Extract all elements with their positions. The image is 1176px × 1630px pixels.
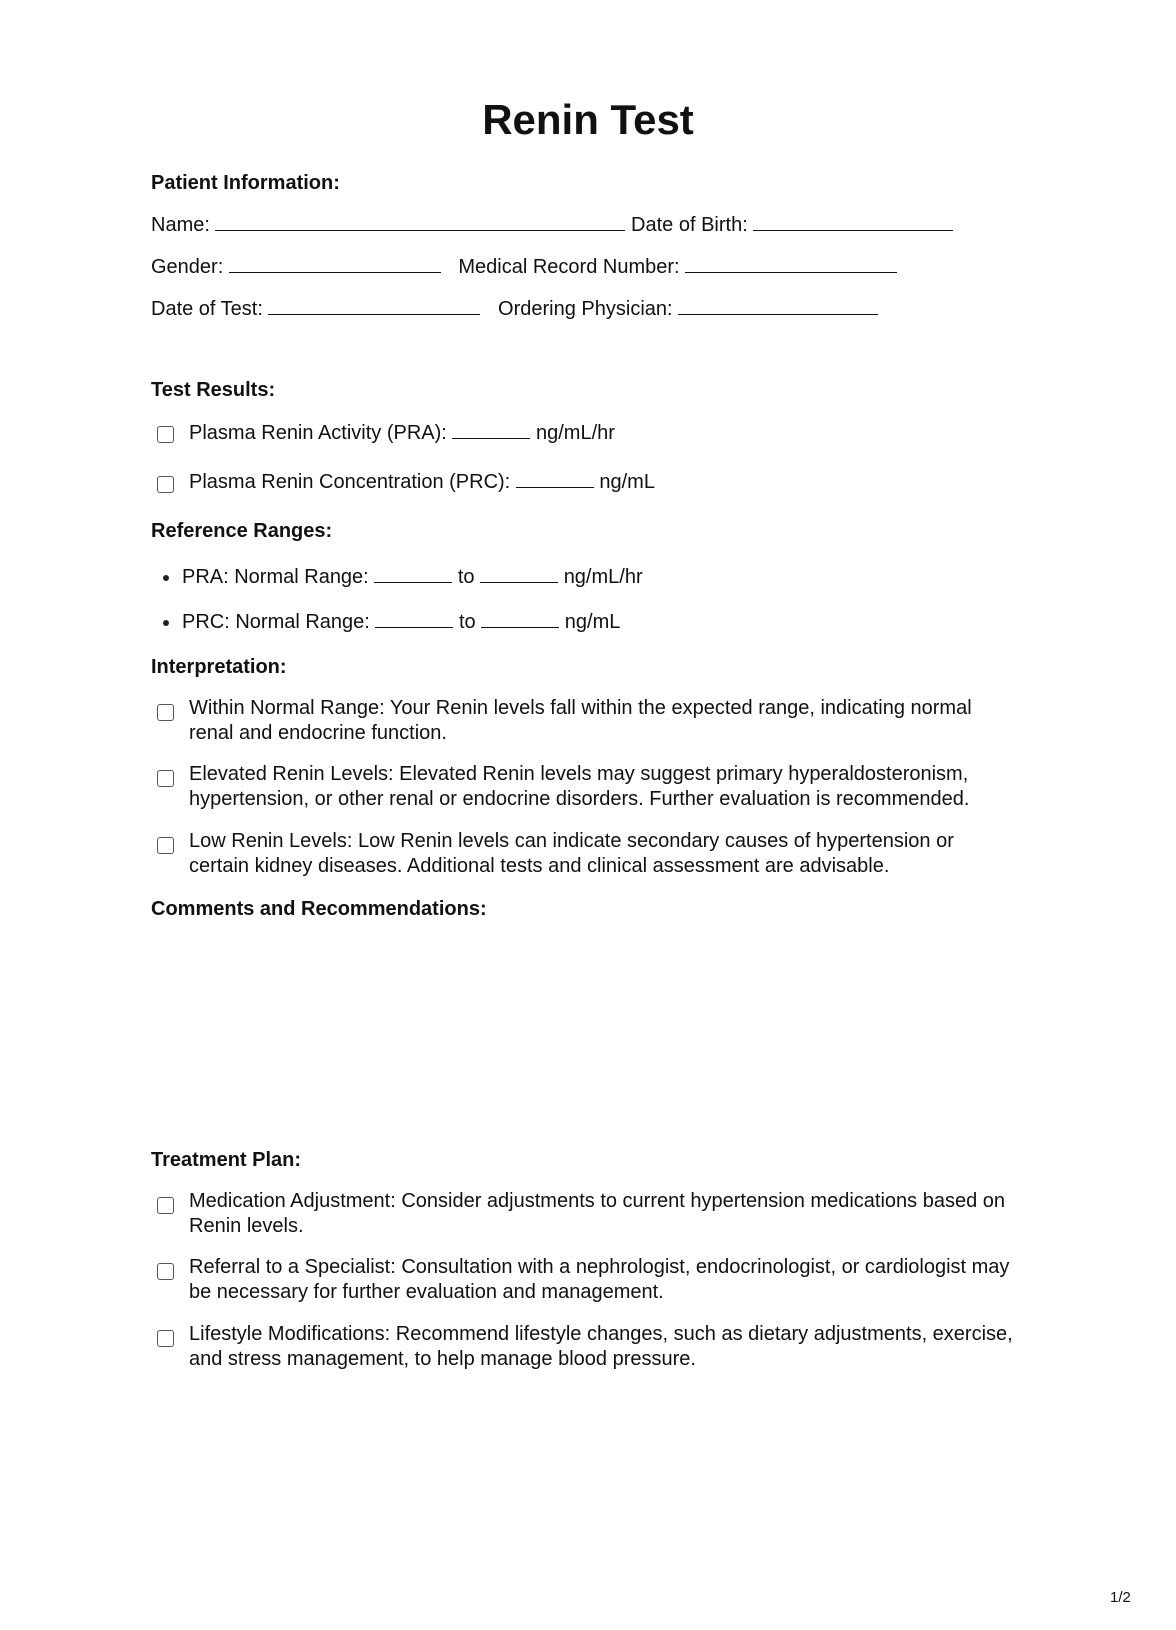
- reference-ranges-heading: Reference Ranges:: [151, 520, 333, 542]
- interpretation-low-text: Low Renin Levels: Low Renin levels can indicate secondary causes of hypertension or certain kidney diseases. Additional tests and clinical assessment are advisable.: [189, 830, 954, 877]
- prc-range-max-field[interactable]: [481, 609, 559, 628]
- gender-field[interactable]: [229, 254, 441, 273]
- prc-range-row: PRC: Normal Range: to ng/mL: [182, 611, 621, 633]
- interpretation-low-checkbox[interactable]: [157, 837, 174, 854]
- interpretation-elevated-checkbox[interactable]: [157, 770, 174, 787]
- pra-value-field[interactable]: [452, 420, 530, 439]
- treatment-lifestyle-checkbox[interactable]: [157, 1330, 174, 1347]
- pra-range-max-field[interactable]: [480, 564, 558, 583]
- pra-checkbox[interactable]: [157, 426, 174, 443]
- name-row: [151, 212, 953, 237]
- prc-range-min-field[interactable]: [375, 609, 453, 628]
- date-of-test-row: [151, 296, 878, 321]
- patient-info-heading: Patient Information:: [151, 172, 340, 194]
- mrn-label: Medical Record Number:: [458, 256, 680, 278]
- comments-area[interactable]: [151, 930, 1011, 1130]
- treatment-lifestyle-text: Lifestyle Modifications: Recommend lifestyle changes, such as dietary adjustments, exercise, and stress management, to help manage blood pressure.: [189, 1323, 1013, 1370]
- gender-label: Gender:: [151, 256, 224, 278]
- treatment-referral-text: Referral to a Specialist: Consultation with a nephrologist, endocrinologist, or cardiologist may be necessary for further evaluation and management.: [189, 1256, 1010, 1303]
- physician-field[interactable]: [678, 296, 878, 315]
- pra-range-row: PRA: Normal Range: to ng/mL/hr: [182, 566, 643, 588]
- treatment-medication-text: Medication Adjustment: Consider adjustments to current hypertension medications based on Renin levels.: [189, 1190, 1006, 1237]
- name-label: Name:: [151, 214, 210, 236]
- gender-row: [151, 254, 897, 279]
- mrn-field[interactable]: [685, 254, 897, 273]
- prc-value-field[interactable]: [516, 469, 594, 488]
- treatment-medication-checkbox[interactable]: [157, 1197, 174, 1214]
- page-number: 1/2: [1110, 1589, 1131, 1606]
- interpretation-heading: Interpretation:: [151, 656, 287, 678]
- dob-field[interactable]: [753, 212, 953, 231]
- comments-heading: Comments and Recommendations:: [151, 898, 487, 920]
- page-title: Renin Test: [482, 96, 694, 143]
- pra-result-row: Plasma Renin Activity (PRA): ng/mL/hr: [189, 422, 615, 444]
- interpretation-normal-text: Within Normal Range: Your Renin levels fall within the expected range, indicating normal renal and endocrine function.: [189, 697, 972, 744]
- prc-checkbox[interactable]: [157, 476, 174, 493]
- dob-label: Date of Birth:: [631, 214, 748, 236]
- interpretation-elevated-text: Elevated Renin Levels: Elevated Renin levels may suggest primary hyperaldosteronism, hypertension, or other renal or endocrine disorders. Further evaluation is recommended.: [189, 763, 970, 810]
- prc-result-row: Plasma Renin Concentration (PRC): ng/mL: [189, 471, 655, 493]
- date-of-test-label: Date of Test:: [151, 298, 263, 320]
- name-field[interactable]: [215, 212, 625, 231]
- treatment-plan-heading: Treatment Plan:: [151, 1149, 302, 1171]
- test-results-heading: Test Results:: [151, 379, 276, 401]
- date-of-test-field[interactable]: [268, 296, 480, 315]
- pra-range-min-field[interactable]: [374, 564, 452, 583]
- bullet-icon: [163, 575, 169, 581]
- treatment-referral-checkbox[interactable]: [157, 1263, 174, 1280]
- bullet-icon: [163, 620, 169, 626]
- physician-label: Ordering Physician:: [498, 298, 673, 320]
- interpretation-normal-checkbox[interactable]: [157, 704, 174, 721]
